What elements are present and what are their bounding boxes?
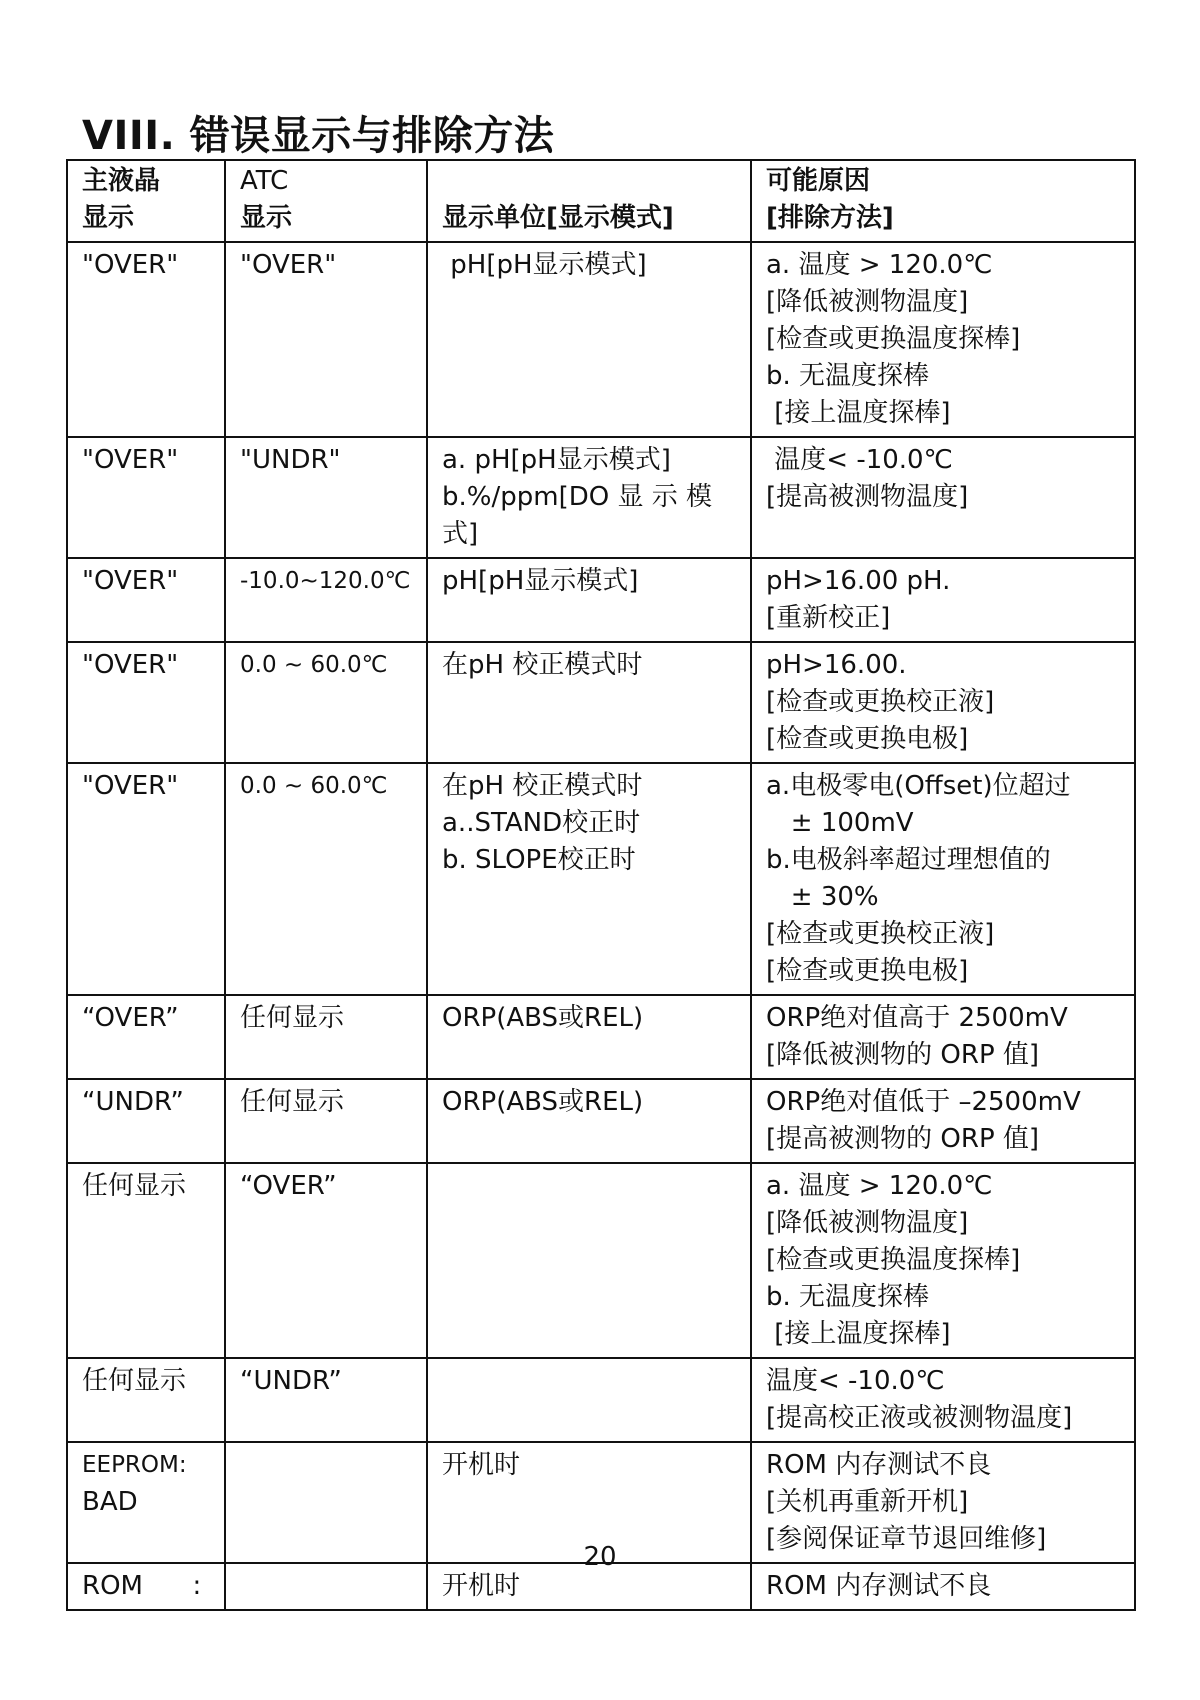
header-line: [排除方法] — [766, 203, 894, 233]
cell-line: [检查或更换校正液] — [766, 919, 995, 949]
cell-line: “OVER” — [240, 1171, 337, 1201]
cell-line: ± 100mV — [766, 808, 914, 838]
cell-line: b.电极斜率超过理想值的 — [766, 845, 1051, 875]
page-title: VIII. 错误显示与排除方法 — [82, 113, 555, 159]
cell-unit — [427, 1358, 751, 1442]
cell-cause — [751, 1163, 1135, 1358]
header-row — [67, 160, 1135, 242]
cell-line: "OVER" — [82, 250, 179, 280]
cell-atc — [225, 242, 427, 437]
cell-line: “UNDR” — [240, 1366, 342, 1396]
cell-main-lcd — [67, 437, 225, 558]
header-main-lcd — [67, 160, 225, 242]
cell-line: 任何显示 — [240, 1087, 345, 1117]
cell-line: “OVER” — [82, 1003, 179, 1033]
cell-line: [提高被测物的 ORP 值] — [766, 1124, 1040, 1154]
header-line: 可能原因 — [766, 166, 871, 196]
cell-main-lcd — [67, 642, 225, 763]
table-row — [67, 1079, 1135, 1163]
cell-line: a. 温度 > 120.0℃ — [766, 1171, 993, 1201]
cell-line: pH[pH显示模式] — [442, 250, 647, 280]
page-number: 20 — [583, 1542, 617, 1572]
cell-atc — [225, 437, 427, 558]
cell-line: [提高校正液或被测物温度] — [766, 1403, 1073, 1433]
cell-line: 开机时 — [442, 1571, 521, 1601]
cell-line: 任何显示 — [82, 1171, 187, 1201]
cell-unit — [427, 437, 751, 558]
table-row — [67, 995, 1135, 1079]
cell-line: ROM 内存测试不良 — [766, 1571, 992, 1601]
cell-line: BAD — [82, 1487, 138, 1517]
cell-line: 在pH 校正模式时 — [442, 771, 643, 801]
cell-line: b.%/ppm[DO 显 示 模 — [442, 482, 712, 512]
cell-unit — [427, 642, 751, 763]
cell-cause — [751, 242, 1135, 437]
cell-unit — [427, 763, 751, 995]
header-cause — [751, 160, 1135, 242]
cell-line: ORP绝对值高于 2500mV — [766, 1003, 1068, 1033]
cell-line: [接上温度探棒] — [766, 398, 951, 428]
cell-line: 0.0 ~ 60.0℃ — [240, 773, 388, 799]
table-row — [67, 1358, 1135, 1442]
error-table — [66, 159, 1136, 1611]
cell-line: [关机再重新开机] — [766, 1487, 969, 1517]
table-row — [67, 558, 1135, 642]
cell-line: [降低被测物温度] — [766, 287, 969, 317]
cell-line: ORP(ABS或REL) — [442, 1087, 644, 1117]
cell-unit — [427, 1163, 751, 1358]
cell-line: 式] — [442, 519, 479, 549]
header-line: 主液晶 — [82, 166, 161, 196]
cell-line: "OVER" — [82, 650, 179, 680]
table-row — [67, 1163, 1135, 1358]
cell-cause — [751, 763, 1135, 995]
cell-line: ROM 内存测试不良 — [766, 1450, 992, 1480]
cell-line: pH[pH显示模式] — [442, 566, 639, 596]
cell-line: pH>16.00. — [766, 650, 907, 680]
cell-line: ROM : — [82, 1571, 202, 1601]
cell-line: [检查或更换校正液] — [766, 687, 995, 717]
header-atc — [225, 160, 427, 242]
cell-line: [检查或更换电极] — [766, 724, 969, 754]
cell-line: a. pH[pH显示模式] — [442, 445, 671, 475]
header-line: ATC — [240, 166, 289, 196]
cell-line: ORP(ABS或REL) — [442, 1003, 644, 1033]
cell-line: [检查或更换温度探棒] — [766, 1245, 1021, 1275]
cell-unit — [427, 242, 751, 437]
cell-main-lcd — [67, 1163, 225, 1358]
cell-line: a..STAND校正时 — [442, 808, 641, 838]
cell-unit — [427, 558, 751, 642]
table-row — [67, 437, 1135, 558]
cell-line: "OVER" — [82, 445, 179, 475]
cell-cause — [751, 995, 1135, 1079]
cell-line: "OVER" — [82, 566, 179, 596]
cell-line: -10.0~120.0℃ — [240, 568, 411, 594]
header-line: 显示 — [82, 203, 135, 233]
cell-main-lcd — [67, 242, 225, 437]
cell-line: 温度< -10.0℃ — [766, 1366, 945, 1396]
cell-line: “UNDR” — [82, 1087, 184, 1117]
cell-line: [参阅保证章节退回维修] — [766, 1524, 1047, 1554]
cell-line: "UNDR" — [240, 445, 341, 475]
cell-line: a. 温度 > 120.0℃ — [766, 250, 993, 280]
cell-line: "OVER" — [82, 771, 179, 801]
cell-line: "OVER" — [240, 250, 337, 280]
cell-line: b. 无温度探棒 — [766, 361, 930, 391]
cell-line: a.电极零电(Offset)位超过 — [766, 771, 1071, 801]
cell-cause — [751, 437, 1135, 558]
cell-cause — [751, 558, 1135, 642]
cell-line: b. SLOPE校正时 — [442, 845, 636, 875]
cell-line: 温度< -10.0℃ — [766, 445, 953, 475]
cell-main-lcd — [67, 995, 225, 1079]
cell-line: [重新校正] — [766, 603, 891, 633]
cell-atc — [225, 1163, 427, 1358]
cell-cause — [751, 1358, 1135, 1442]
table-row — [67, 642, 1135, 763]
cell-line: 在pH 校正模式时 — [442, 650, 643, 680]
table-row — [67, 763, 1135, 995]
cell-unit — [427, 995, 751, 1079]
cell-line: [降低被测物温度] — [766, 1208, 969, 1238]
cell-line: [接上温度探棒] — [766, 1319, 951, 1349]
cell-line: ± 30% — [766, 882, 879, 912]
cell-line: [提高被测物温度] — [766, 482, 969, 512]
cell-atc — [225, 558, 427, 642]
cell-atc — [225, 1079, 427, 1163]
cell-line: EEPROM: — [82, 1452, 187, 1478]
cell-atc — [225, 763, 427, 995]
cell-main-lcd — [67, 1358, 225, 1442]
cell-cause — [751, 642, 1135, 763]
cell-line: ORP绝对值低于 –2500mV — [766, 1087, 1081, 1117]
cell-line: 任何显示 — [82, 1366, 187, 1396]
cell-unit — [427, 1079, 751, 1163]
header-line: 显示单位[显示模式] — [442, 203, 674, 233]
cell-line: 任何显示 — [240, 1003, 345, 1033]
cell-atc — [225, 995, 427, 1079]
cell-line: [检查或更换电极] — [766, 956, 969, 986]
cell-line: 开机时 — [442, 1450, 521, 1480]
cell-atc — [225, 642, 427, 763]
cell-atc — [225, 1358, 427, 1442]
table-row — [67, 242, 1135, 437]
cell-main-lcd — [67, 763, 225, 995]
cell-line: pH>16.00 pH. — [766, 566, 951, 596]
cell-line: [降低被测物的 ORP 值] — [766, 1040, 1040, 1070]
header-line: 显示 — [240, 203, 293, 233]
cell-cause — [751, 1079, 1135, 1163]
cell-line: [检查或更换温度探棒] — [766, 324, 1021, 354]
cell-main-lcd — [67, 558, 225, 642]
cell-line: 0.0 ~ 60.0℃ — [240, 652, 388, 678]
cell-line: b. 无温度探棒 — [766, 1282, 930, 1312]
cell-main-lcd — [67, 1079, 225, 1163]
header-unit — [427, 160, 751, 242]
